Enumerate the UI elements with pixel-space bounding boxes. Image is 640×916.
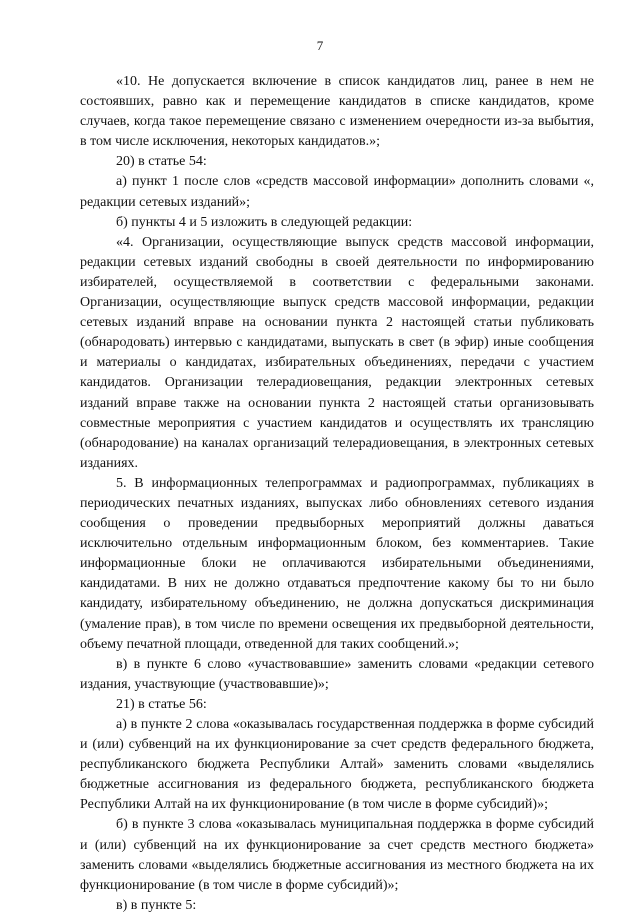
- paragraph-article-56-v: в) в пункте 5:: [116, 897, 197, 913]
- paragraph-item-4: «4. Организации, осуществляющие выпуск средств массовой информации, редакции сетевых изданий свободны в своей деятельности по информированию избирателей, осуществляемой в соответствии с федеральными законами. Организации, осуществляющие выпуск средств массовой информации, редакции сетевых изданий вправе на основании пункта 2 настоящей статьи публиковать (обнародовать) интервью с кандидатами, выпускать в свет (в эфир) иные сообщения и материалы о кандидатах, избирательных объединениях, передачи с участием кандидатов. Организации телерадиовещания, редакции электронных сетевых изданий вправе также на основании пункта 2 настоящей статьи организовывать совместные мероприятия с участием кандидатов и осуществлять их трансляцию (обнародование) на каналах организаций телерадиовещания, в электронных сетевых изданиях.: [80, 234, 594, 471]
- paragraph-article-56-heading: 21) в статье 56:: [116, 696, 207, 712]
- paragraph-item-10: «10. Не допускается включение в список кандидатов лиц, ранее в нем не состоявших, равно как и перемещение кандидатов в списке кандидатов, кроме случаев, когда такое перемещение связано с изменением очередности из-за выбытия, в том числе исключения, некоторых кандидатов.»;: [80, 74, 594, 150]
- document-body: [80, 72, 594, 916]
- paragraph-article-54-heading: 20) в статье 54:: [116, 154, 207, 170]
- paragraph-item-5: 5. В информационных телепрограммах и радиопрограммах, публикациях в периодических печатных изданиях, выпусках либо обновлениях сетевого издания сообщения о проведении предвыборных мероприятий должны даваться исключительно отдельным информационным блоком, без комментариев. Такие информационные блоки не оплачиваются избирательными объединениями, кандидатами. В них не должно отдаваться предпочтение какому бы то ни было кандидату, избирательному объединению, не должна допускаться дискриминация (умаление прав), в том числе по времени освещения их предвыборной деятельности, объему печатной площади, отведенной для таких сообщений.»;: [80, 475, 594, 652]
- paragraph-article-54-b: б) пункты 4 и 5 изложить в следующей редакции:: [116, 214, 413, 230]
- paragraph-article-54-v: в) в пункте 6 слово «участвовавшие» заменить словами «редакции сетевого издания, участвующие (участвовавшие)»;: [80, 656, 594, 692]
- paragraph-article-56-a: а) в пункте 2 слова «оказывалась государственная поддержка в форме субсидий и (или) субвенций на их функционирование за счет средств федерального бюджета, республиканского бюджета Республики Алтай» заменить словами «выделялись бюджетные ассигнования из федерального бюджета, республиканского бюджета Республики Алтай на их функционирование (в том числе в форме субсидий)»;: [80, 717, 594, 813]
- paragraph-article-54-a: а) пункт 1 после слов «средств массовой информации» дополнить словами «, редакции сетевых изданий»;: [80, 174, 594, 210]
- page-number: 7: [316, 38, 324, 53]
- paragraph-article-56-b: б) в пункте 3 слова «оказывалась муниципальная поддержка в форме субсидий и (или) субвенций на их функционирование за счет средств местного бюджета» заменить словами «выделялись бюджетные ассигнования из местного бюджета на их функционирование (в том числе в форме субсидий)»;: [80, 817, 594, 893]
